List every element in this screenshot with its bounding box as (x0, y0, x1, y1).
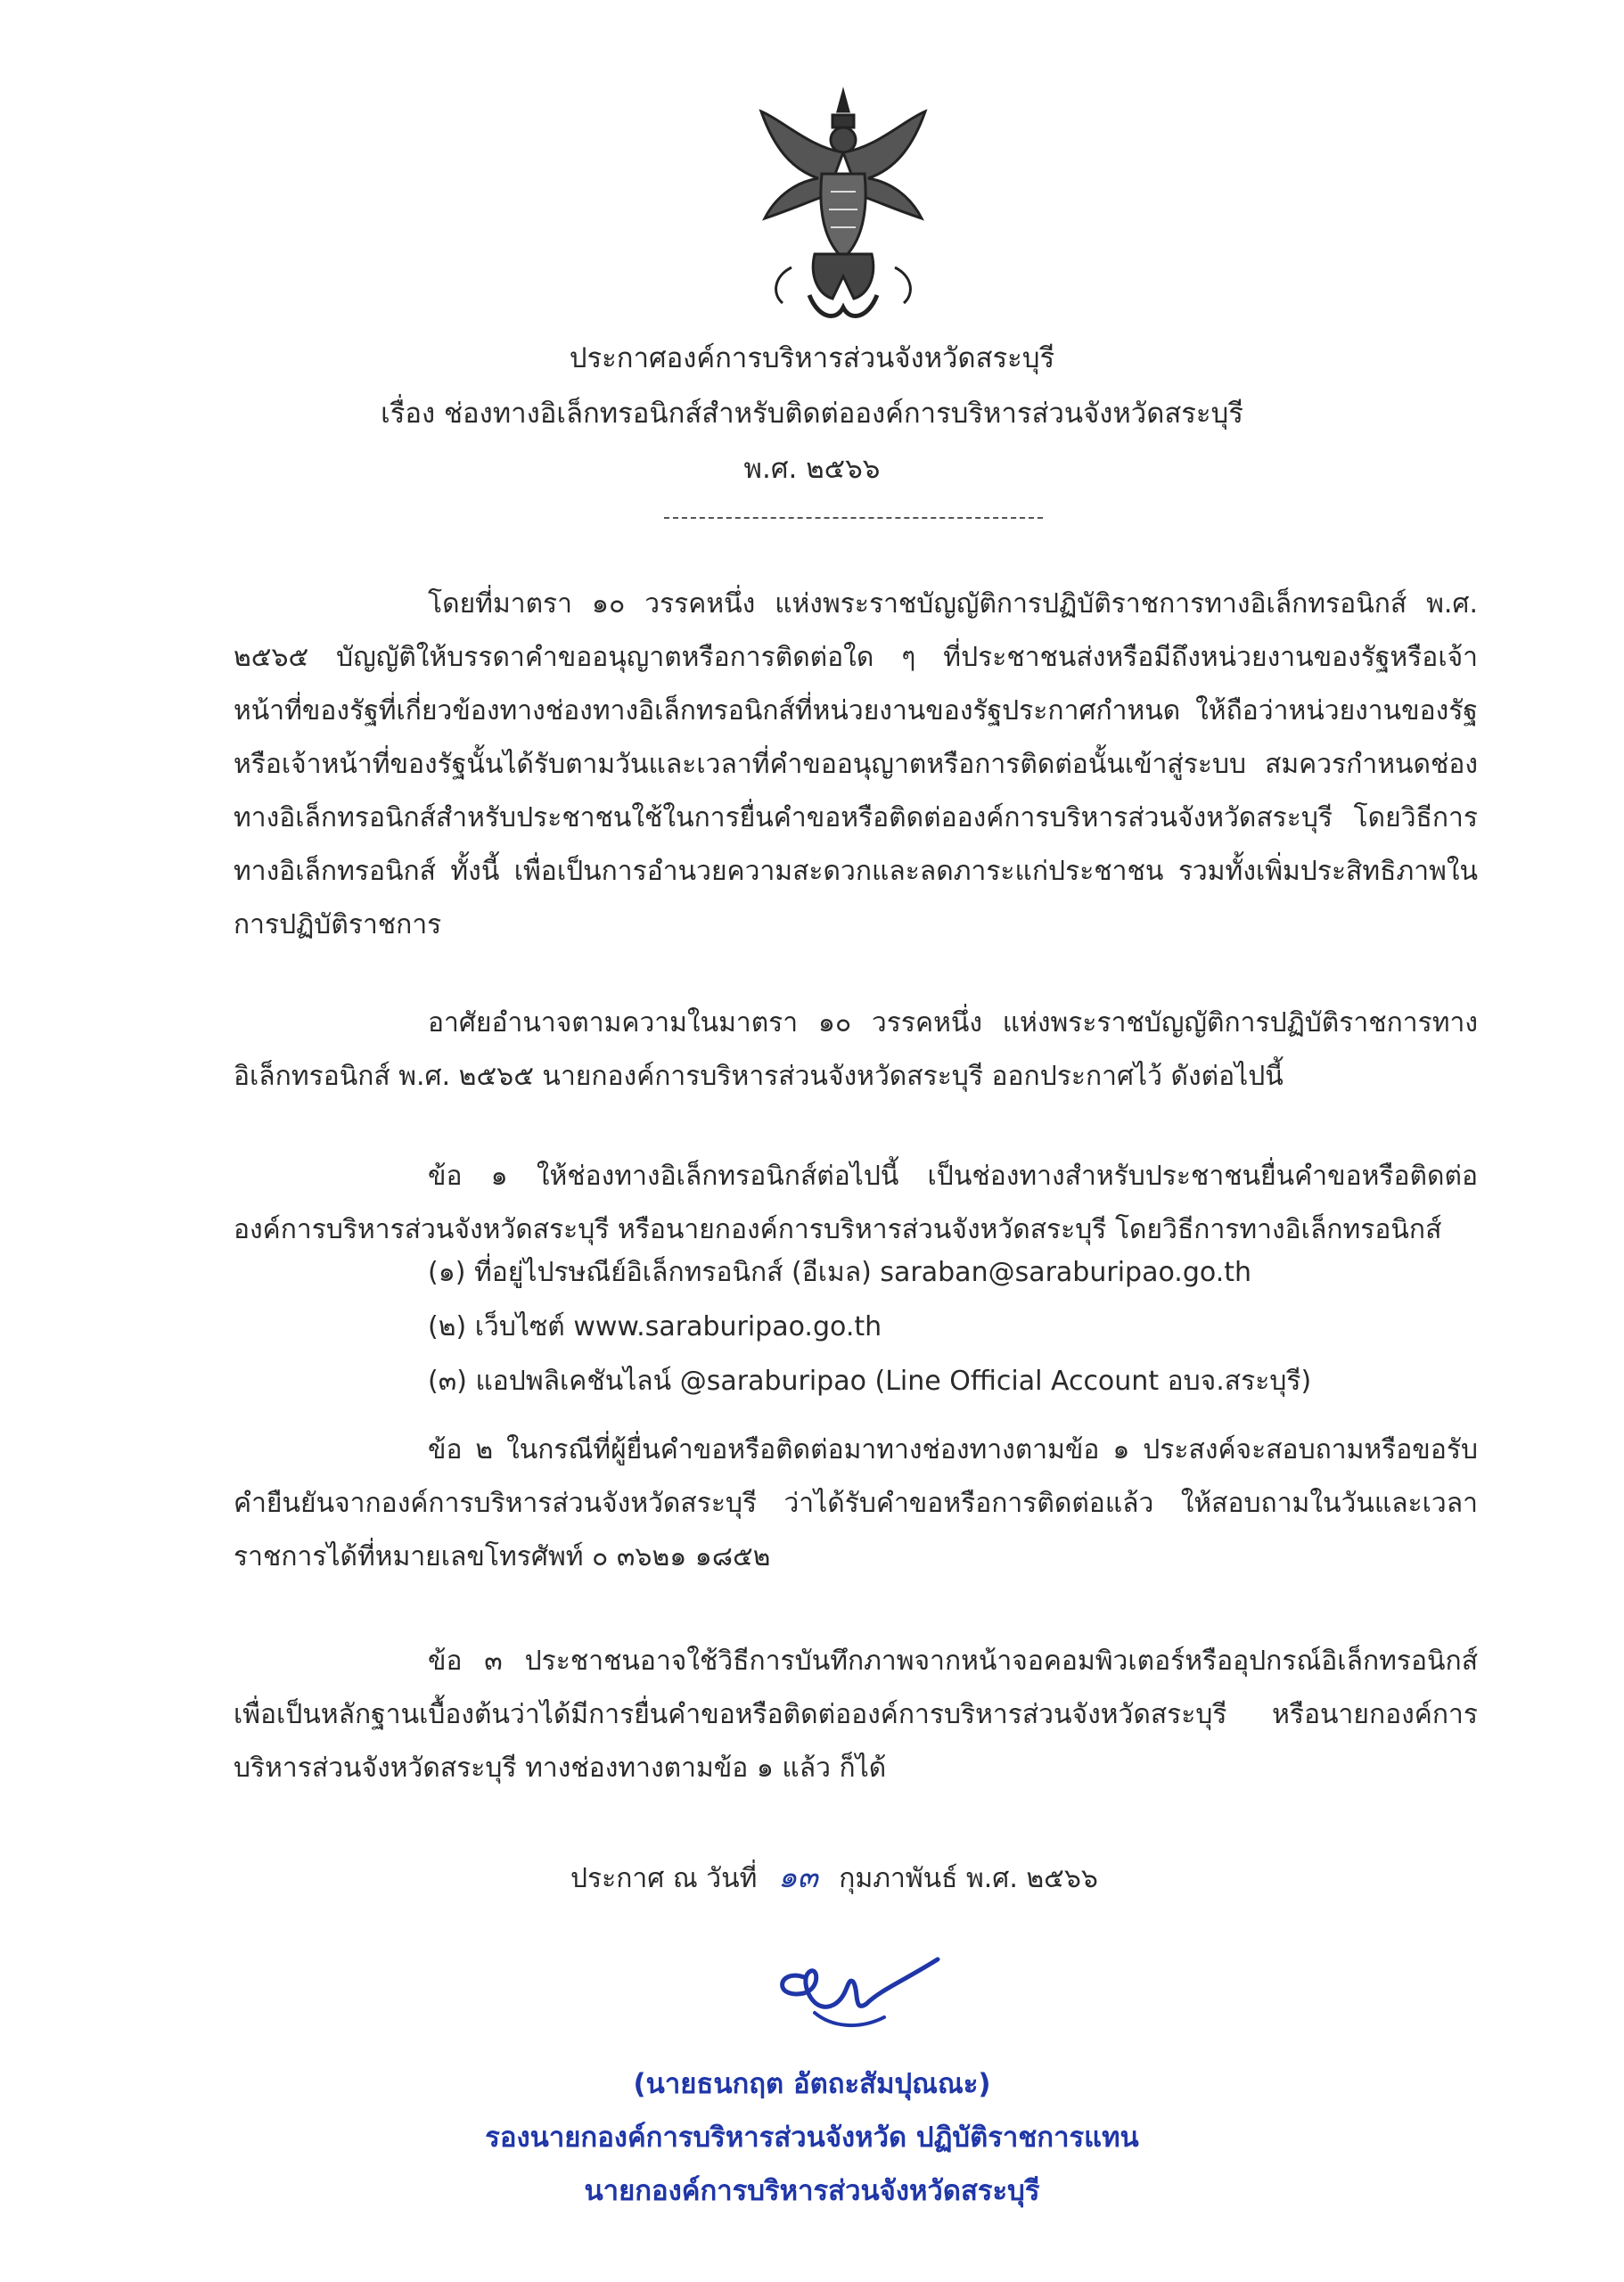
paragraph-preamble: โดยที่มาตรา ๑๐ วรรคหนึ่ง แห่งพระราชบัญญัติการปฏิบัติราชการทางอิเล็กทรอนิกส์ พ.ศ. ๒๕๖๕ บัญญัติให้บรรดาคำขออนุญาตหรือการติดต่อใด ๆ ที่ประชาชนส่งหรือมีถึงหน่วยงานของรัฐหรือเจ้าหน้าที่ของรัฐที่เกี่ยวข้องทางช่องทางอิเล็กทรอนิกส์ที่หน่วยงานของรัฐประกาศกำหนด ให้ถือว่าหน่วยงานของรัฐหรือเจ้าหน้าที่ของรัฐนั้นได้รับตามวันและเวลาที่คำขออนุญาตหรือการติดต่อนั้นเข้าสู่ระบบ สมควรกำหนดช่องทางอิเล็กทรอนิกส์สำหรับประชาชนใช้ในการยื่นคำขอหรือติดต่อองค์การบริหารส่วนจังหวัดสระบุรี โดยวิธีการทางอิเล็กทรอนิกส์ ทั้งนี้ เพื่อเป็นการอำนวยความสะดวกและลดภาระแก่ประชาชน รวมทั้งเพิ่มประสิทธิภาพในการปฏิบัติราชการ (234, 588, 1478, 940)
handwritten-signature-icon (768, 1941, 947, 2040)
date-day: ๑๓ (777, 1859, 818, 1895)
paragraph-clause-2: ข้อ ๒ ในกรณีที่ผู้ยื่นคำขอหรือติดต่อมาทางช่องทางตามข้อ ๑ ประสงค์จะสอบถามหรือขอรับคำยืนยันจากองค์การบริหารส่วนจังหวัดสระบุรี ว่าได้รับคำขอหรือการติดต่อแล้ว ให้สอบถามในวันและเวลาราชการได้ที่หมายเลขโทรศัพท์ ๐ ๓๖๒๑ ๑๘๕๒ (234, 1434, 1478, 1572)
signer-name: (นายธนกฤต อัตถะสัมปุณณะ) (633, 2068, 991, 2100)
signer-organization: นายกองค์การบริหารส่วนจังหวัดสระบุรี (584, 2175, 1040, 2207)
announcement-year: พ.ศ. ๒๕๖๖ (743, 453, 881, 485)
paragraph-clause-3: ข้อ ๓ ประชาชนอาจใช้วิธีการบันทึกภาพจากหน้าจอคอมพิวเตอร์หรืออุปกรณ์อิเล็กทรอนิกส์เพื่อเป็นหลักฐานเบื้องต้นว่าได้มีการยื่นคำขอหรือติดต่อองค์การบริหารส่วนจังหวัดสระบุรี หรือนายกองค์การบริหารส่วนจังหวัดสระบุรี ทางช่องทางตามข้อ ๑ แล้ว ก็ได้ (234, 1646, 1478, 1784)
paragraph-authority: อาศัยอำนาจตามความในมาตรา ๑๐ วรรคหนึ่ง แห่งพระราชบัญญัติการปฏิบัติราชการทางอิเล็กทรอนิกส์ พ.ศ. ๒๕๖๕ นายกองค์การบริหารส่วนจังหวัดสระบุรี ออกประกาศไว้ ดังต่อไปนี้ (234, 1007, 1478, 1092)
paragraph-clause-1: ข้อ ๑ ให้ช่องทางอิเล็กทรอนิกส์ต่อไปนี้ เป็นช่องทางสำหรับประชาชนยื่นคำขอหรือติดต่อองค์การบริหารส่วนจังหวัดสระบุรี หรือนายกองค์การบริหารส่วนจังหวัดสระบุรี โดยวิธีการทางอิเล็กทรอนิกส์ (234, 1161, 1478, 1245)
garuda-emblem-icon (756, 85, 931, 325)
signer-title: รองนายกองค์การบริหารส่วนจังหวัด ปฏิบัติราชการแทน (485, 2122, 1139, 2154)
date-prefix: ประกาศ ณ วันที่ (570, 1863, 758, 1894)
channel-email: (๑) ที่อยู่ไปรษณีย์อิเล็กทรอนิกส์ (อีเมล) saraban@saraburipao.go.th (428, 1257, 1252, 1288)
announcement-date (570, 1859, 1098, 1897)
announcement-title: ประกาศองค์การบริหารส่วนจังหวัดสระบุรี (569, 342, 1055, 374)
channel-line: (๓) แอปพลิเคชันไลน์ @saraburipao (Line Official Account อบจ.สระบุรี) (428, 1366, 1312, 1397)
announcement-subject: เรื่อง ช่องทางอิเล็กทรอนิกส์สำหรับติดต่อองค์การบริหารส่วนจังหวัดสระบุรี (381, 398, 1243, 430)
header-divider (664, 517, 1043, 519)
channel-website: (๒) เว็บไซต์ www.saraburipao.go.th (428, 1311, 882, 1342)
date-suffix: กุมภาพันธ์ พ.ศ. ๒๕๖๖ (839, 1863, 1098, 1894)
